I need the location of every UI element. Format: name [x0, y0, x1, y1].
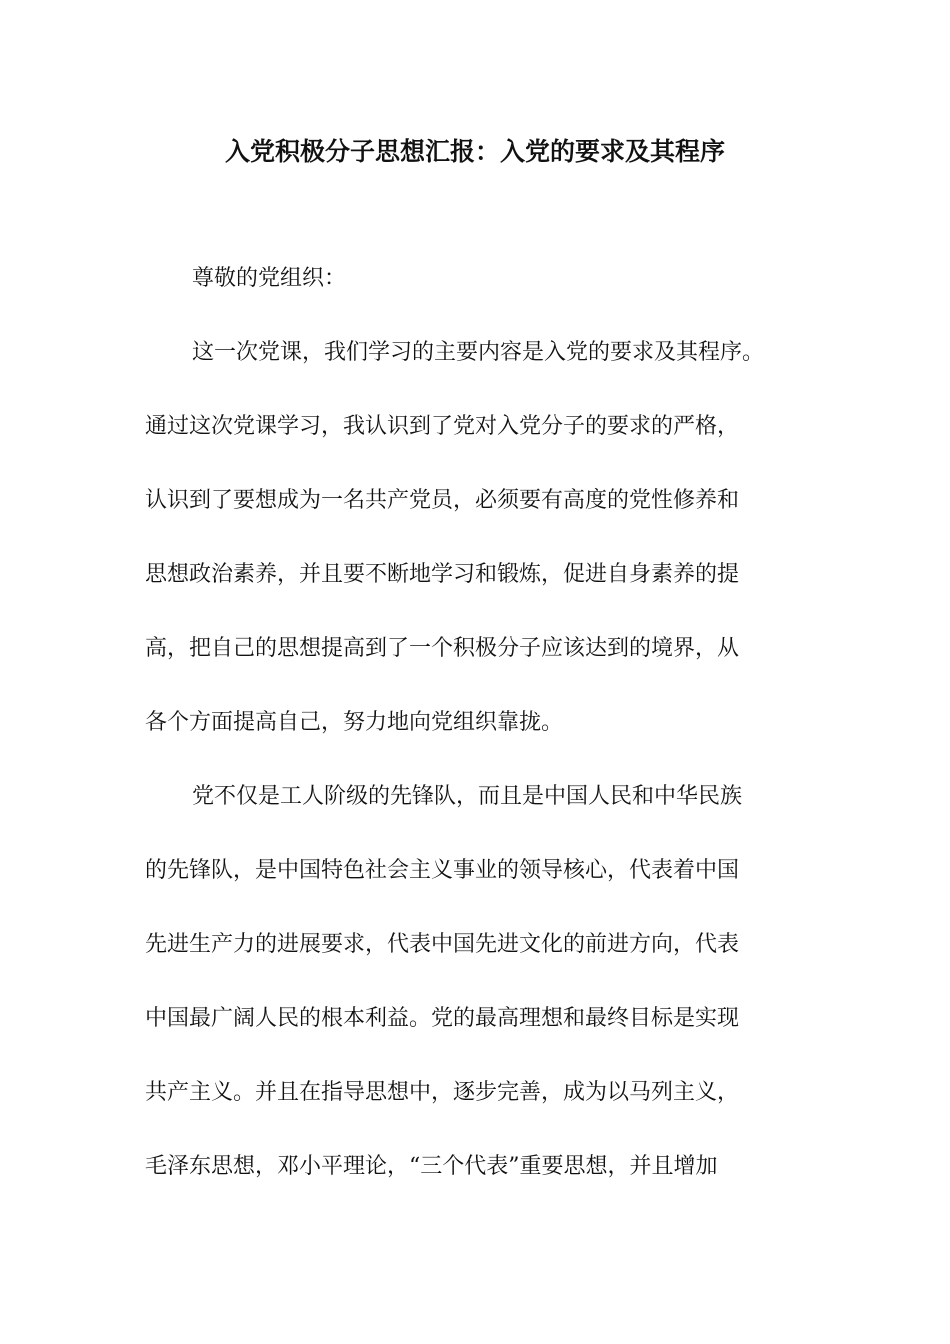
paragraph-line: 通过这次党课学习，我认识到了党对入党分子的要求的严格， — [145, 414, 740, 439]
paragraph-line: 认识到了要想成为一名共产党员，必须要有高度的党性修养和 — [145, 488, 740, 513]
document-title: 入党积极分子思想汇报：入党的要求及其程序 — [224, 137, 725, 166]
paragraph-line: 的先锋队，是中国特色社会主义事业的领导核心，代表着中国 — [145, 858, 740, 883]
paragraph-line: 先进生产力的进展要求，代表中国先进文化的前进方向，代表 — [145, 932, 740, 957]
paragraph-line: 思想政治素养，并且要不断地学习和锻炼，促进自身素养的提 — [145, 562, 740, 587]
paragraph-line: 中国最广阔人民的根本利益。党的最高理想和最终目标是实现 — [145, 1006, 740, 1031]
paragraph-line: 毛泽东思想，邓小平理论，“三个代表”重要思想，并且增加 — [145, 1154, 718, 1179]
salutation-line: 尊敬的党组织： — [192, 266, 347, 291]
document-body — [145, 263, 810, 1225]
paragraph-line: 党不仅是工人阶级的先锋队，而且是中国人民和中华民族 — [192, 784, 743, 809]
paragraph-line: 高，把自己的思想提高到了一个积极分子应该达到的境界，从 — [145, 636, 740, 661]
paragraph-line: 这一次党课，我们学习的主要内容是入党的要求及其程序。 — [192, 340, 765, 365]
paragraph-line: 各个方面提高自己，努力地向党组织靠拢。 — [145, 710, 564, 735]
paragraph-line: 共产主义。并且在指导思想中，逐步完善，成为以马列主义， — [145, 1080, 740, 1105]
